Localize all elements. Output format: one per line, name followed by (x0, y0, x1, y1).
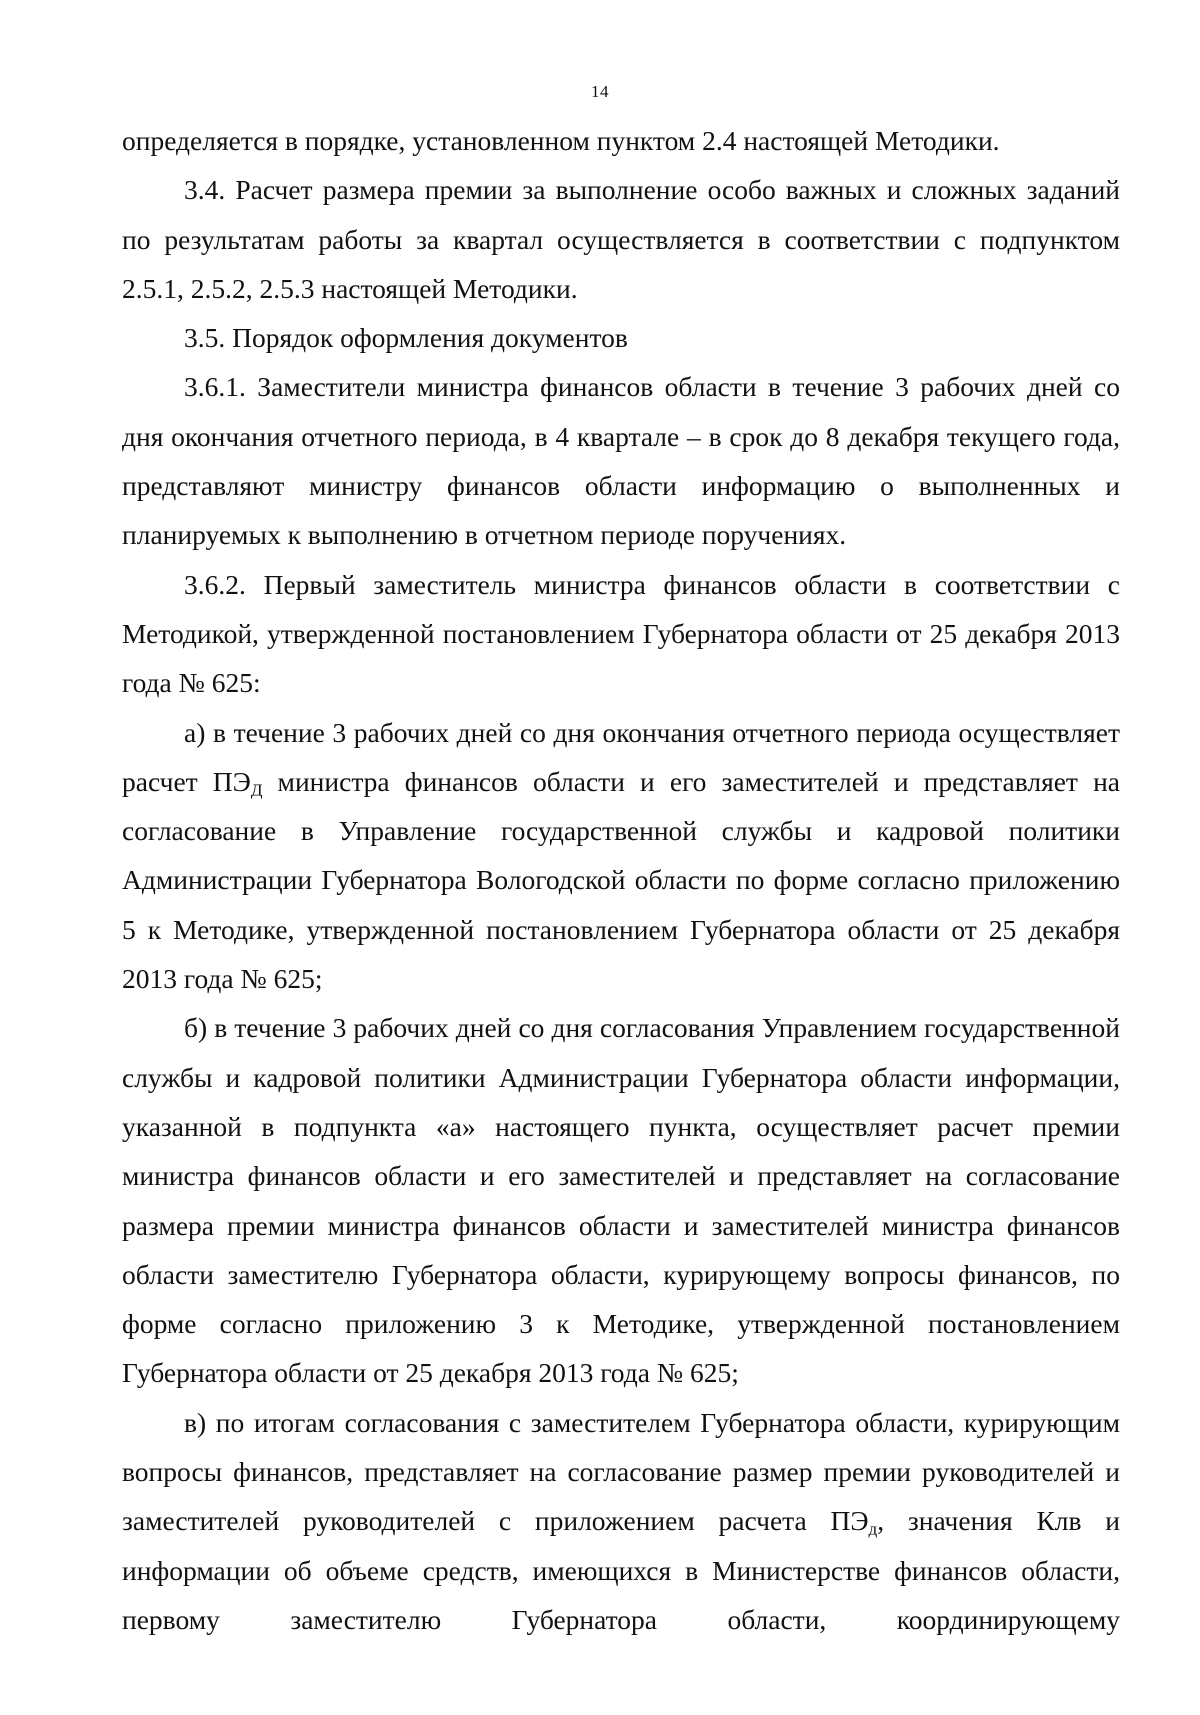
paragraph-item-v (122, 1398, 1120, 1644)
paragraph-3-5-heading: 3.5. Порядок оформления документов (184, 322, 628, 354)
item-v-subscript: д (868, 1519, 878, 1539)
paragraph-3-6-2: 3.6.2. Первый заместитель министра финансов области в соответствии с Методикой, утвержденной постановлением Губернатора области от 25 декабря 2013 года № 625: (122, 568, 1120, 699)
document-body (122, 116, 1120, 1644)
item-a-subscript: Д (250, 780, 263, 800)
paragraph-item-b: б) в течение 3 рабочих дней со дня согласования Управлением государственной службы и кадровой политики Администрации Губернатора области информации, указанной в подпункта «а» настоящего пункта, осуществляет расчет премии министра финансов области и его заместителей и представляет на согласование размера премии министра финансов области и заместителей министра финансов области заместителю Губернатора области, курирующему вопросы финансов, по форме согласно приложению 3 к Методике, утвержденной постановлением Губернатора области от 25 декабря 2013 года № 625; (122, 1012, 1120, 1389)
paragraph-item-a (122, 708, 1120, 1004)
page-number: 14 (591, 82, 609, 101)
paragraph-3-6-1: 3.6.1. Заместители министра финансов области в течение 3 рабочих дней со дня окончания отчетного периода, в 4 квартале – в срок до 8 декабря текущего года, представляют министру финансов области информацию о выполненных и планируемых к выполнению в отчетном периоде поручениях. (122, 371, 1120, 551)
item-v-text-start: в) по итогам согласования с заместителем Губернатора области, курирующим вопросы финансов, представляет на согласование размер премии руководителей и заместителей руководителей с приложением расчета ПЭ (122, 1406, 1120, 1537)
paragraph-continuation: определяется в порядке, установленном пунктом 2.4 настоящей Методики. (122, 125, 1000, 156)
item-a-text-end: министра финансов области и его заместителей и представляет на согласование в Управление государственной службы и кадровой политики Администрации Губернатора Вологодской области по форме согласно приложению 5 к Методике, утвержденной постановлением Губернатора области от 25 декабря 2013 года № 625; (122, 765, 1120, 995)
item-v-text-end: , значения Клв и информации об объеме средств, имеющихся в Министерстве финансов области, первому заместителю Губернатора области, координирующему (122, 1505, 1121, 1635)
item-a-text-start: а) в течение 3 рабочих дней со дня окончания отчетного периода осуществляет расчет ПЭ (122, 716, 1120, 797)
paragraph-3-4: 3.4. Расчет размера премии за выполнение особо важных и сложных заданий по результатам работы за квартал осуществляется в соответствии с подпунктом 2.5.1, 2.5.2, 2.5.3 настоящей Методики. (122, 174, 1120, 304)
